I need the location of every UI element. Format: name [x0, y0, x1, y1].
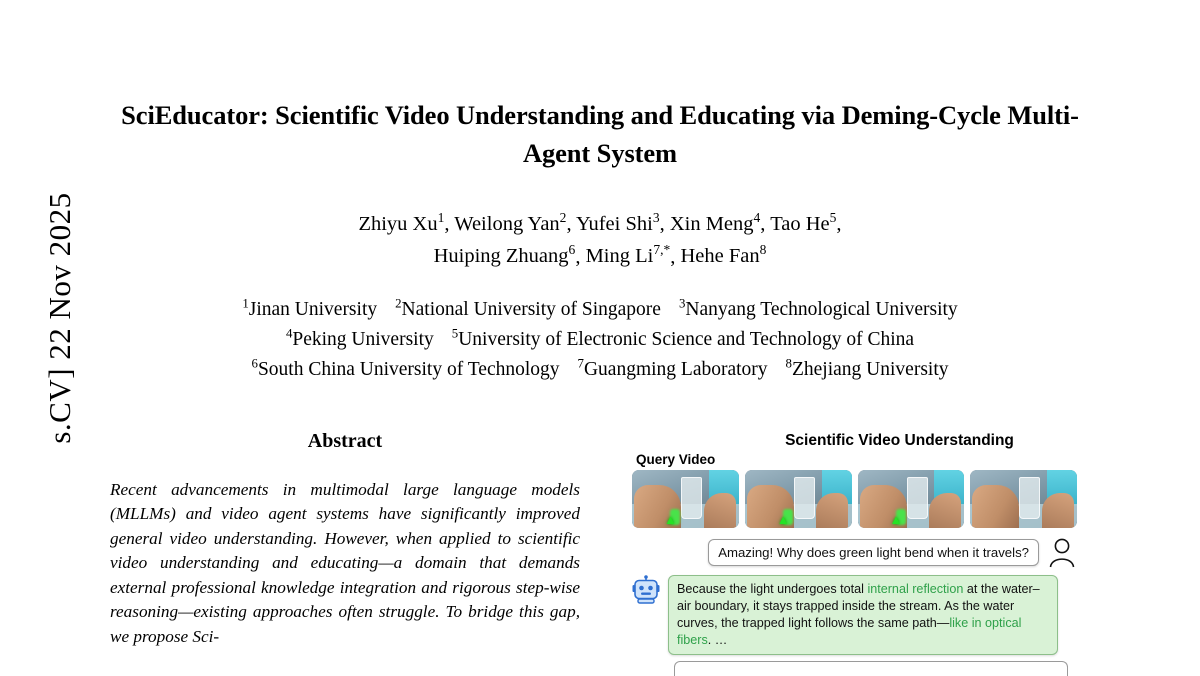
affiliation: $^4$Peking University	[285, 326, 434, 350]
teaser-figure	[632, 432, 1077, 676]
author: Yufei Shi$^3$	[575, 210, 660, 235]
video-frame-2[interactable]: ▲	[745, 470, 852, 528]
affiliation-row	[110, 294, 1090, 324]
video-frame-4[interactable]	[970, 470, 1077, 528]
answer-seg-3: . …	[707, 632, 728, 647]
question-row	[632, 536, 1077, 568]
video-frame-1[interactable]: ▲	[632, 470, 739, 528]
affiliation: $^8$Zhejiang University	[785, 356, 949, 380]
affiliation: $^2$National University of Singapore	[395, 296, 661, 320]
affiliation-row	[110, 354, 1090, 384]
author-list	[110, 208, 1090, 273]
author-line-2: Huiping Zhuang$^6$, Ming $Li^{7,*}$, Hehe Fan$^8$	[433, 242, 767, 268]
author: Ming $Li^{7,*}$	[585, 242, 671, 268]
affiliation: $^1$Jinan University	[242, 296, 378, 320]
answer-seg-2: at the water–air boundary, it stays trapped inside the stream. As the water curves, the trapped light follows the same path—	[677, 582, 1040, 630]
author: Xin Meng$^4$	[669, 210, 761, 235]
arxiv-vertical-stamp: s.CV] 22 Nov 2025	[42, 192, 77, 444]
figure-next-panel-edge	[674, 661, 1068, 676]
page-title: SciEducator: Scientific Video Understanding and Educating via Deming-Cycle Multi-Agent System	[121, 100, 1079, 169]
abstract-heading: Abstract	[307, 430, 383, 452]
user-avatar-icon	[1047, 536, 1077, 568]
affiliation: $^6$South China University of Technology	[251, 356, 560, 380]
affiliation-list	[110, 294, 1090, 384]
answer-highlight-1: internal reflection	[867, 582, 964, 596]
abstract-text: Recent advancements in multimodal large language models (MLLMs) and video agent systems have significantly improved general video understanding. However, when applied to scientific video understanding and educating—a domain that demands external professional knowledge integration and rigorous step-wise reasoning—existing approaches often struggle. To bridge this gap, we propose Sci-	[110, 480, 580, 646]
answer-row	[632, 575, 1077, 655]
affiliation-row	[110, 324, 1090, 354]
query-video-label: Query Video	[636, 452, 716, 467]
affiliation: $^3$Nanyang Technological University	[678, 296, 958, 320]
answer-highlight-2: like in optical fibers	[677, 615, 1022, 647]
agent-answer-bubble	[668, 575, 1058, 655]
affiliation: $^5$University of Electronic Science and Technology of China	[451, 326, 915, 350]
author: Hehe Fan$^8$	[680, 242, 767, 268]
affiliation: $^7$Guangming Laboratory	[577, 356, 768, 380]
robot-icon	[632, 575, 660, 605]
author-line-1: Zhiyu Xu$^1$, Weilong Yan$^2$, Yufei Shi$^3$, Xin Meng$^4$, Tao He$^5$,	[358, 210, 842, 235]
answer-seg-1: Because the light undergoes total	[677, 582, 868, 596]
video-frame-3[interactable]: ▲	[858, 470, 965, 528]
user-question-bubble: Amazing! Why does green light bend when it travels?	[708, 539, 1039, 566]
figure-title: Scientific Video Understanding	[785, 432, 1014, 449]
author: Zhiyu Xu$^1$	[358, 210, 445, 235]
author: Tao He$^5$	[770, 210, 837, 235]
author: Huiping Zhuang$^6$	[433, 242, 576, 268]
video-frame-strip	[632, 470, 1077, 528]
author: Weilong Yan$^2$	[454, 210, 567, 235]
